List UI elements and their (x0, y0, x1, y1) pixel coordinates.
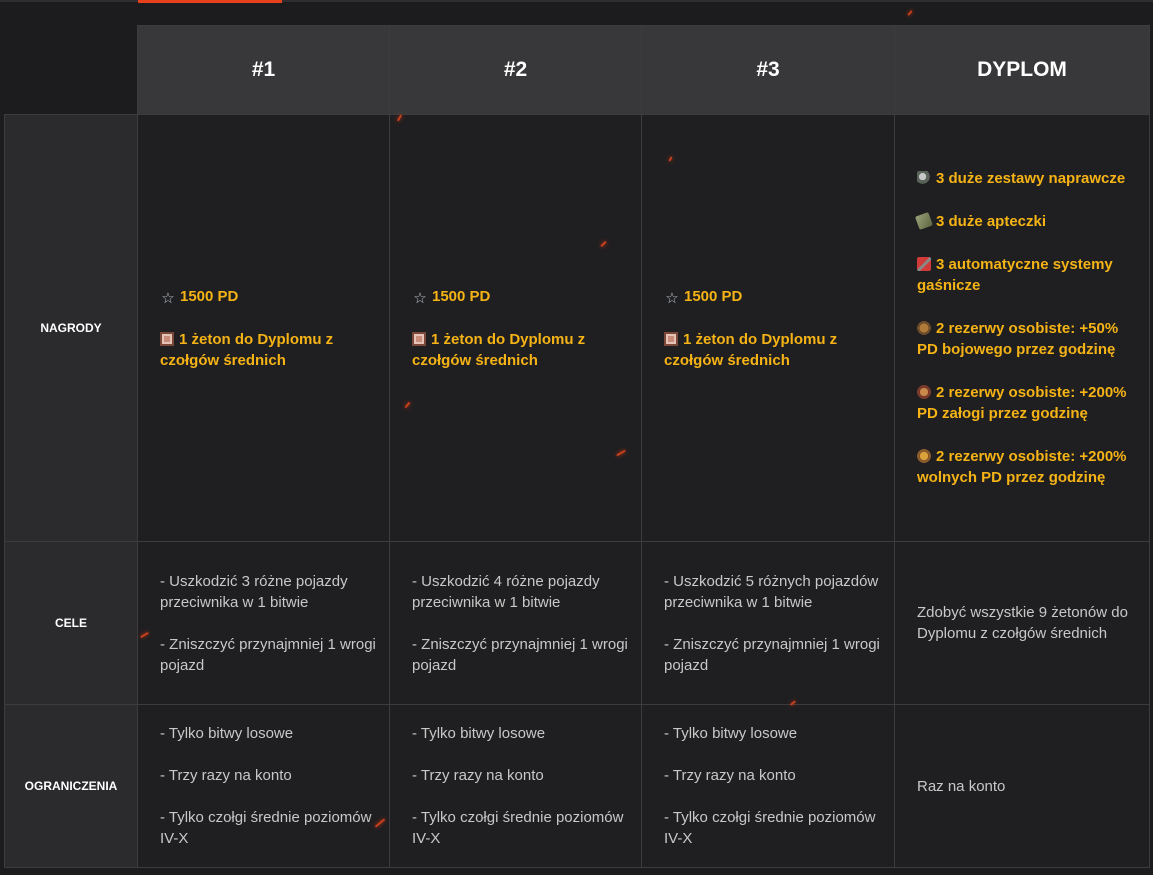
combat-xp-reserve-icon (917, 321, 931, 335)
fire-extinguisher-icon (917, 257, 931, 271)
objective-line: - Zniszczyć przynajmniej 1 wrogi pojazd (160, 635, 376, 674)
active-tab-indicator (138, 0, 282, 3)
diploma-reward-item (917, 211, 1137, 232)
restriction-line: - Tylko czołgi średnie poziomów IV-X (412, 809, 624, 847)
token-reward (664, 329, 882, 371)
ember-decoration (907, 10, 912, 16)
stage-3-rewards (642, 115, 895, 542)
diploma-rewards (895, 115, 1150, 542)
objective-line: Zdobyć wszystkie 9 żetonów do Dyplomu z czołgów średnich (917, 604, 1128, 642)
restriction-line: Raz na konto (917, 777, 1006, 795)
xp-reward-text: 1500 PD (180, 287, 239, 305)
xp-reward-text: 1500 PD (432, 287, 491, 305)
restriction-line: - Tylko bitwy losowe (664, 725, 798, 742)
restriction-line: - Trzy razy na konto (412, 767, 544, 784)
diploma-reward-item (917, 446, 1137, 488)
diploma-reward-text: 2 rezerwy osobiste: +50% PD bojowego przez godzinę (917, 320, 1119, 358)
token-reward (160, 329, 377, 371)
diploma-reward-item (917, 168, 1137, 189)
restriction-line: - Trzy razy na konto (160, 767, 292, 784)
objective-line: - Uszkodzić 4 różne pojazdy przeciwnika w 1 bitwie (412, 572, 600, 611)
diploma-objective (895, 542, 1150, 705)
header-diploma: DYPLOM (895, 26, 1150, 115)
stage-1-objectives (138, 542, 390, 705)
objective-line: - Uszkodzić 3 różne pojazdy przeciwnika w 1 bitwie (160, 572, 348, 611)
diploma-reward-item (917, 254, 1137, 296)
restriction-line: - Tylko bitwy losowe (160, 725, 294, 742)
diploma-reward-text: 3 duże zestawy naprawcze (936, 170, 1126, 187)
mission-rewards-table (4, 25, 1150, 868)
token-reward-text: 1 żeton do Dyplomu z czołgów średnich (412, 330, 586, 369)
rewards-row-label: NAGRODY (5, 115, 138, 542)
objectives-row-label: CELE (5, 542, 138, 705)
star-icon: ☆ (161, 289, 175, 307)
token-reward-text: 1 żeton do Dyplomu z czołgów średnich (664, 330, 838, 369)
objective-line: - Zniszczyć przynajmniej 1 wrogi pojazd (664, 635, 880, 674)
diploma-restriction (895, 705, 1150, 868)
diploma-token-icon (160, 332, 174, 346)
diploma-token-icon (412, 332, 426, 346)
repair-kit-icon (917, 171, 931, 185)
header-stage-3: #3 (642, 26, 895, 115)
xp-reward (664, 286, 882, 307)
first-aid-kit-icon (915, 212, 933, 230)
stage-3-restrictions (642, 705, 895, 868)
header-stage-2: #2 (390, 26, 642, 115)
stage-2-objectives (390, 542, 642, 705)
star-icon: ☆ (665, 289, 679, 307)
stage-2-restrictions (390, 705, 642, 868)
stage-1-rewards (138, 115, 390, 542)
header-corner (5, 26, 138, 115)
stage-2-rewards (390, 115, 642, 542)
rewards-row (5, 115, 1150, 542)
xp-reward (160, 286, 377, 307)
header-row (5, 26, 1150, 115)
token-reward-text: 1 żeton do Dyplomu z czołgów średnich (160, 330, 334, 369)
stage-1-restrictions (138, 705, 390, 868)
xp-reward-text: 1500 PD (684, 287, 743, 305)
restriction-line: - Tylko czołgi średnie poziomów IV-X (160, 809, 372, 847)
diploma-reward-text: 2 rezerwy osobiste: +200% PD załogi przez godzinę (917, 384, 1127, 422)
diploma-reward-item (917, 318, 1137, 360)
diploma-reward-text: 3 automatyczne systemy gaśnicze (917, 256, 1113, 294)
restrictions-row-label: OGRANICZENIA (5, 705, 138, 868)
free-xp-reserve-icon (917, 449, 931, 463)
star-icon: ☆ (413, 289, 427, 307)
restriction-line: - Tylko bitwy losowe (412, 725, 546, 742)
crew-xp-reserve-icon (917, 385, 931, 399)
header-stage-1: #1 (138, 26, 390, 115)
objective-line: - Uszkodzić 5 różnych pojazdów przeciwnika w 1 bitwie (664, 572, 879, 611)
token-reward (412, 329, 629, 371)
diploma-reward-item (917, 382, 1137, 424)
restriction-line: - Tylko czołgi średnie poziomów IV-X (664, 809, 876, 847)
diploma-reward-text: 3 duże apteczki (936, 213, 1047, 230)
xp-reward (412, 286, 629, 307)
diploma-reward-text: 2 rezerwy osobiste: +200% wolnych PD przez godzinę (917, 448, 1127, 486)
restrictions-row (5, 705, 1150, 868)
objective-line: - Zniszczyć przynajmniej 1 wrogi pojazd (412, 635, 628, 674)
diploma-token-icon (664, 332, 678, 346)
stage-3-objectives (642, 542, 895, 705)
restriction-line: - Trzy razy na konto (664, 767, 796, 784)
objectives-row (5, 542, 1150, 705)
